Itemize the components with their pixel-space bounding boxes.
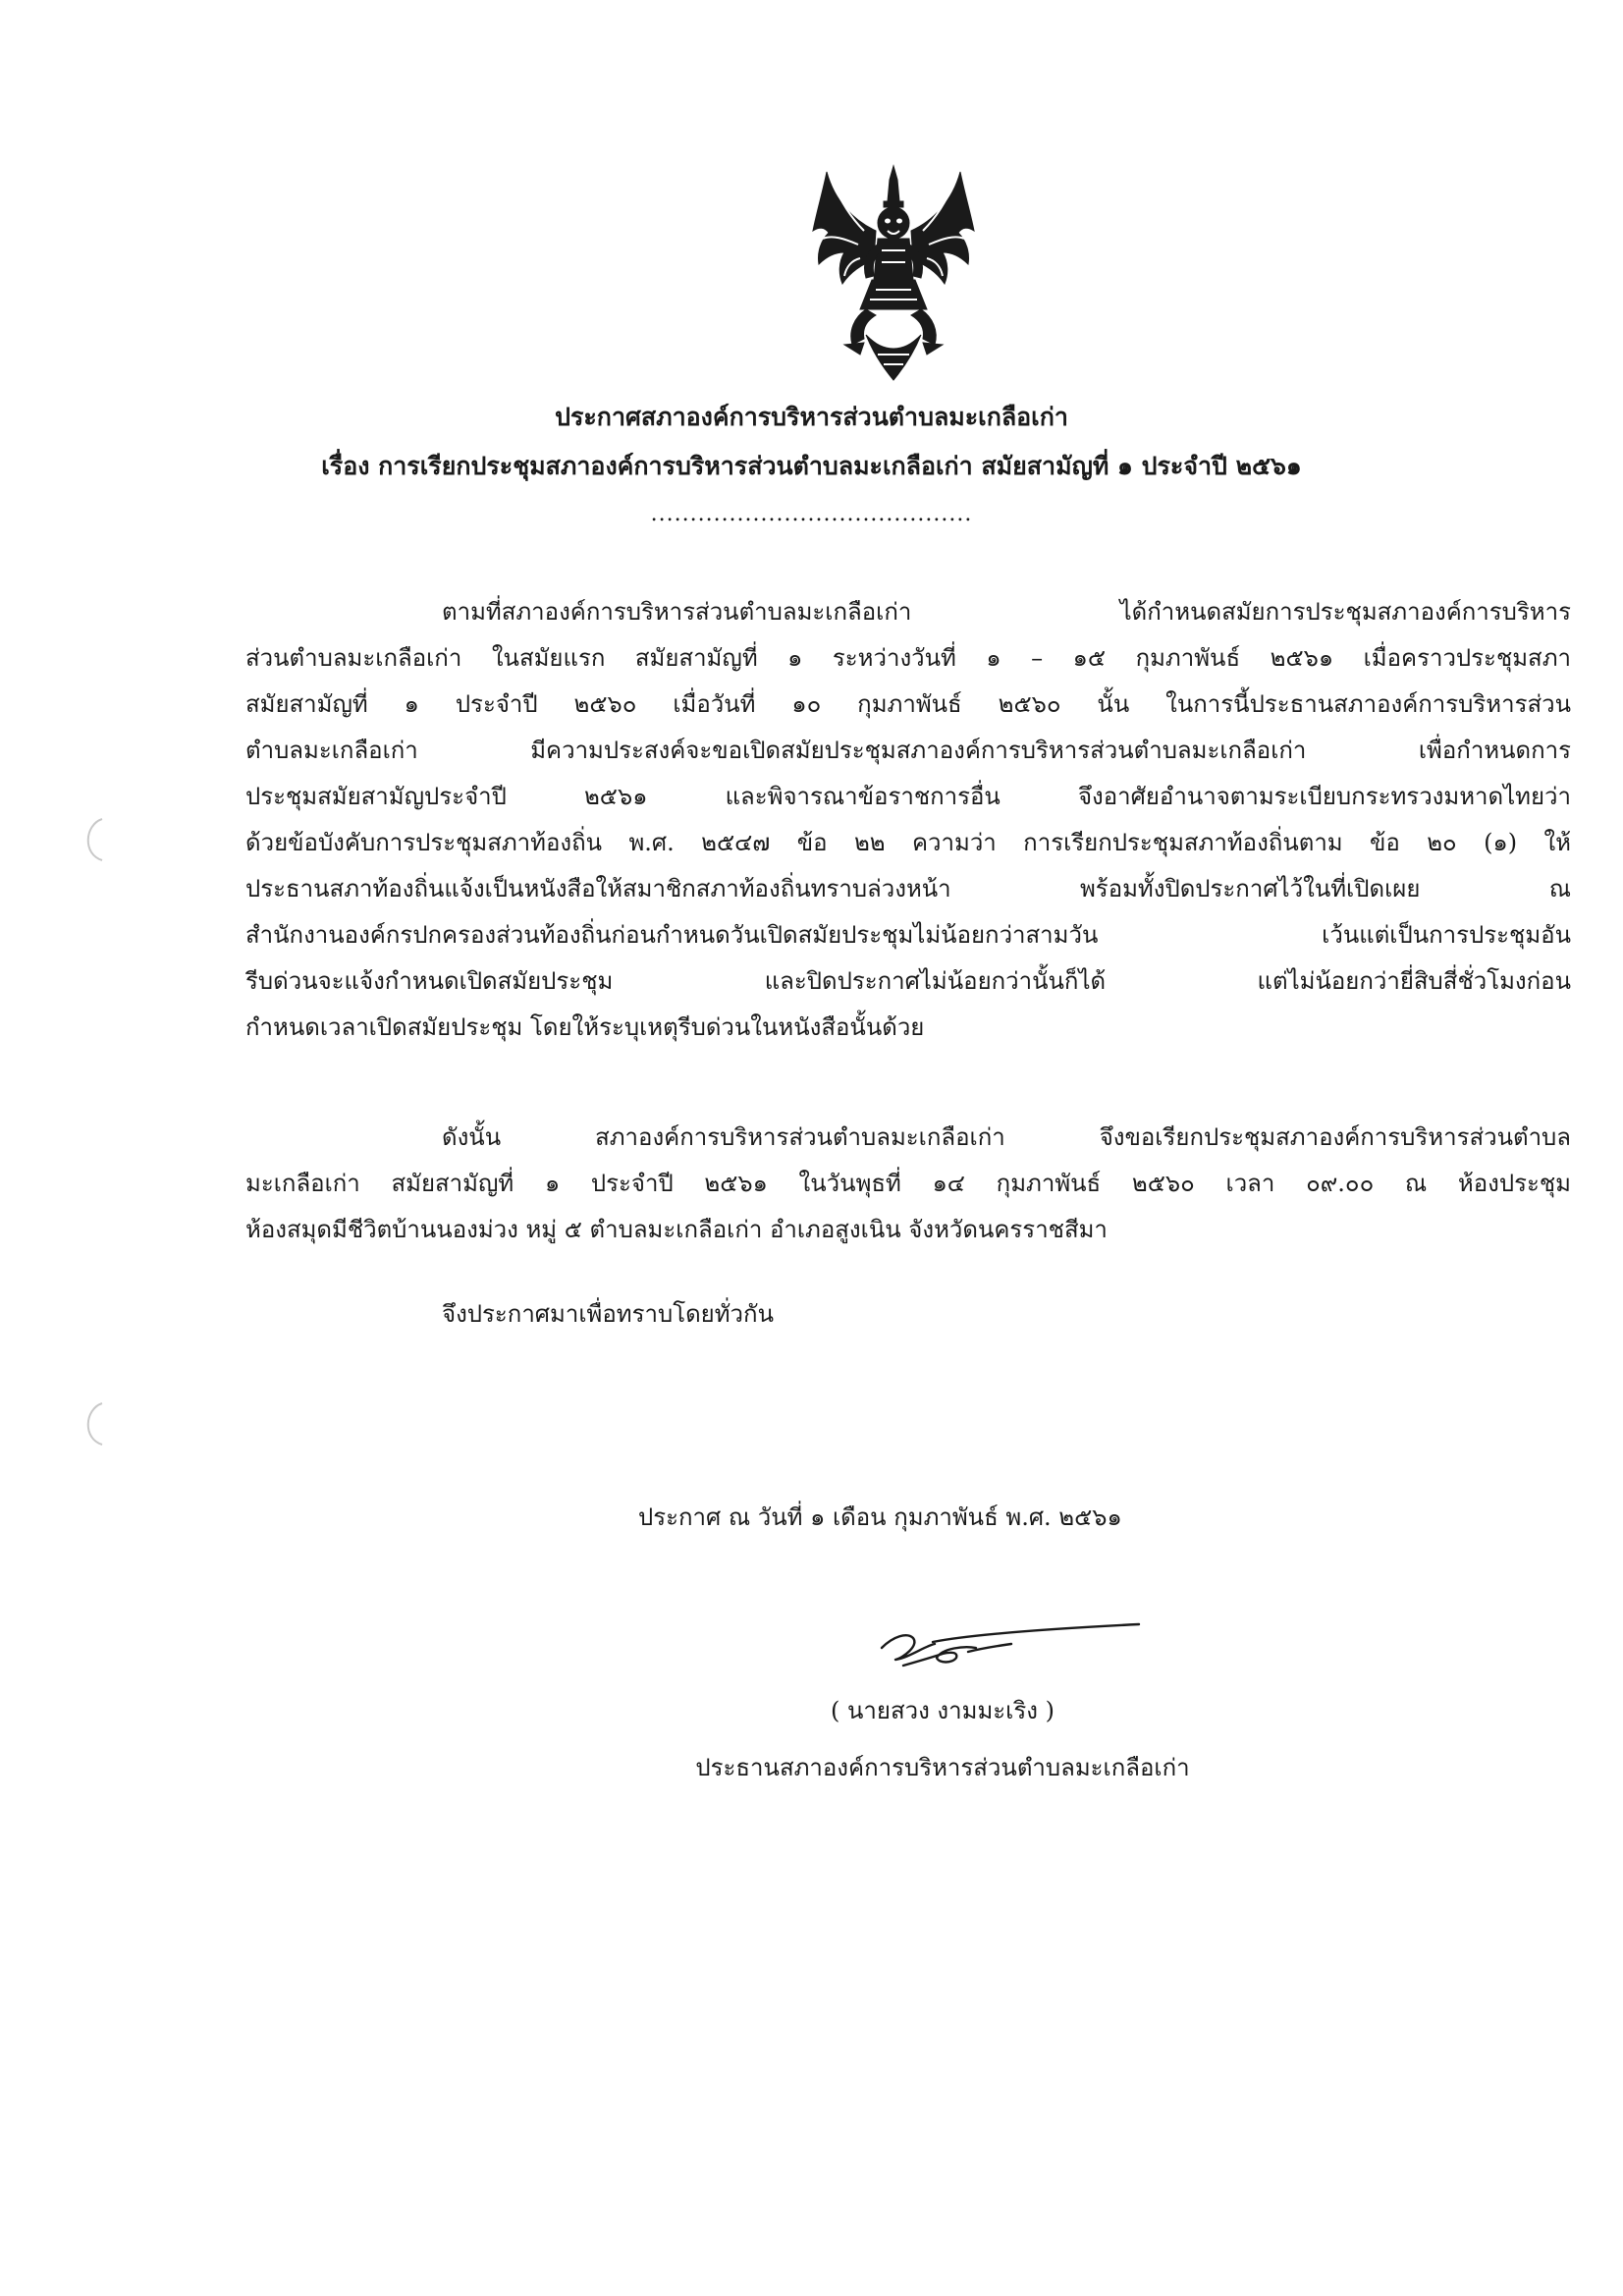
paragraph-line: ประธานสภาท้องถิ่นแจ้งเป็นหนังสือให้สมาชิกสภาท้องถิ่นทราบล่วงหน้า พร้อมทั้งปิดประกาศไว้ในที่เปิดเผย ณ bbox=[245, 875, 1571, 902]
paragraph-line: ด้วยข้อบังคับการประชุมสภาท้องถิ่น พ.ศ. ๒๕๔๗ ข้อ ๒๒ ความว่า การเรียกประชุมสภาท้องถิ่นตาม ข้อ ๒๐ (๑) ให้ bbox=[245, 829, 1571, 856]
handwritten-signature-icon bbox=[874, 1618, 1149, 1675]
paragraph-line: ตำบลมะเกลือเก่า มีความประสงค์จะขอเปิดสมัยประชุมสภาองค์การบริหารส่วนตำบลมะเกลือเก่า เพื่อกำหนดการ bbox=[245, 737, 1571, 764]
paragraph-line: มะเกลือเก่า สมัยสามัญที่ ๑ ประจำปี ๒๕๖๑ ในวันพุธที่ ๑๔ กุมภาพันธ์ ๒๕๖๐ เวลา ๐๙.๐๐ ณ ห้องประชุม bbox=[245, 1170, 1571, 1197]
paragraph-line: สำนักงานองค์กรปกครองส่วนท้องถิ่นก่อนกำหนดวันเปิดสมัยประชุมไม่น้อยกว่าสามวัน เว้นแต่เป็นการประชุมอัน bbox=[245, 921, 1571, 949]
paragraph-line: จึงประกาศมาเพื่อทราบโดยทั่วกัน bbox=[442, 1300, 774, 1328]
heading-separator: ......................................... bbox=[650, 502, 973, 526]
paragraph-line: ตามที่สภาองค์การบริหารส่วนตำบลมะเกลือเก่า ได้กำหนดสมัยการประชุมสภาองค์การบริหาร bbox=[442, 598, 1571, 626]
signer-position: ประธานสภาองค์การบริหารส่วนตำบลมะเกลือเก่า bbox=[695, 1754, 1190, 1781]
paragraph-line: ส่วนตำบลมะเกลือเก่า ในสมัยแรก สมัยสามัญที่ ๑ ระหว่างวันที่ ๑ – ๑๕ กุมภาพันธ์ ๒๕๖๑ เมื่อคราวประชุมสภา bbox=[245, 644, 1571, 672]
announcement-subject: เรื่อง การเรียกประชุมสภาองค์การบริหารส่วนตำบลมะเกลือเก่า สมัยสามัญที่ ๑ ประจำปี ๒๕๖๑ bbox=[321, 452, 1302, 480]
paragraph-line: ห้องสมุดมีชีวิตบ้านนองม่วง หมู่ ๕ ตำบลมะเกลือเก่า อำเภอสูงเนิน จังหวัดนครราชสีมา bbox=[245, 1216, 1108, 1243]
paragraph-background bbox=[245, 589, 1571, 1051]
paragraph-line: ประชุมสมัยสามัญประจำปี ๒๕๖๑ และพิจารณาข้อราชการอื่น จึงอาศัยอำนาจตามระเบียบกระทรวงมหาดไทยว่า bbox=[245, 783, 1571, 810]
paragraph-closing bbox=[245, 1291, 1571, 1338]
paragraph-meeting-call bbox=[245, 1115, 1571, 1253]
paragraph-line: สมัยสามัญที่ ๑ ประจำปี ๒๕๖๐ เมื่อวันที่ ๑๐ กุมภาพันธ์ ๒๕๖๐ นั้น ในการนี้ประธานสภาองค์การบริหารส่วน bbox=[245, 690, 1571, 718]
paragraph-line: ดังนั้น สภาองค์การบริหารส่วนตำบลมะเกลือเก่า จึงขอเรียกประชุมสภาองค์การบริหารส่วนตำบล bbox=[442, 1123, 1571, 1151]
punch-hole-mark bbox=[77, 1399, 106, 1449]
garuda-emblem-icon bbox=[805, 162, 982, 383]
announcement-date: ประกาศ ณ วันที่ ๑ เดือน กุมภาพันธ์ พ.ศ. ๒๕๖๑ bbox=[638, 1503, 1122, 1531]
signer-name: ( นายสวง งามมะเริง ) bbox=[831, 1697, 1055, 1724]
paragraph-line: รีบด่วนจะแจ้งกำหนดเปิดสมัยประชุม และปิดประกาศไม่น้อยกว่านั้นก็ได้ แต่ไม่น้อยกว่ายี่สิบสี่ชั่วโมงก่อน bbox=[245, 967, 1571, 995]
announcement-title: ประกาศสภาองค์การบริหารส่วนตำบลมะเกลือเก่า bbox=[555, 403, 1068, 431]
paragraph-line: กำหนดเวลาเปิดสมัยประชุม โดยให้ระบุเหตุรีบด่วนในหนังสือนั้นด้วย bbox=[245, 1013, 925, 1041]
punch-hole-mark bbox=[77, 815, 106, 864]
